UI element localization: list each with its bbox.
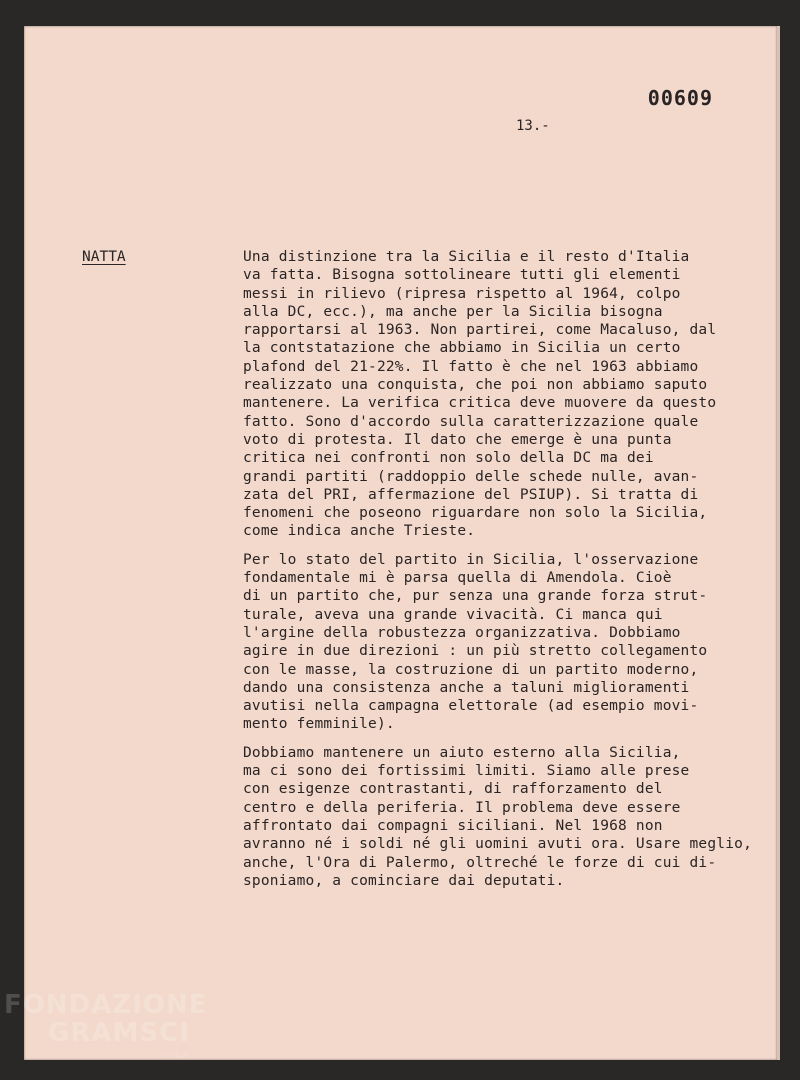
text-line: Dobbiamo mantenere un aiuto esterno alla Sicilia, [243, 744, 681, 761]
speaker-name: NATTA [82, 249, 126, 265]
paragraph [243, 744, 763, 890]
text-line: fatto. Sono d'accordo sulla caratterizzazione quale [243, 413, 699, 430]
text-line: mantenere. La verifica critica deve muovere da questo [243, 395, 717, 412]
text-line: affrontato dai compagni siciliani. Nel 1968 non [243, 817, 663, 834]
text-line: centro e della periferia. Il problema deve essere [243, 799, 681, 816]
page-number: 13.- [516, 118, 550, 134]
text-line: agire in due direzioni : un più stretto collegamento [243, 643, 708, 660]
document-body [243, 248, 763, 900]
text-line: anche, l'Ora di Palermo, oltreché le forze di cui di- [243, 854, 717, 871]
text-line: mento femminile). [243, 716, 395, 733]
watermark-line: GRAMSCI [48, 1018, 190, 1048]
watermark-line: FONDAZIONE [4, 990, 208, 1020]
text-line: plafond del 21-22%. Il fatto è che nel 1963 abbiamo [243, 358, 699, 375]
text-line: avranno né i soldi né gli uomini avuti ora. Usare meglio, [243, 836, 752, 853]
text-line: Per lo stato del partito in Sicilia, l'osservazione [243, 551, 699, 568]
text-line: come indica anche Trieste. [243, 523, 476, 540]
text-line: turale, aveva una grande vivacità. Ci manca qui [243, 606, 663, 623]
watermark-line: onlus [164, 1051, 189, 1061]
text-line: di un partito che, pur senza una grande forza strut- [243, 588, 708, 605]
text-line: ma ci sono dei fortissimi limiti. Siamo alle prese [243, 763, 690, 780]
text-line: fenomeni che poseono riguardare non solo la Sicilia, [243, 505, 708, 522]
text-line: va fatta. Bisogna sottolineare tutti gli elementi [243, 267, 681, 284]
text-line: dando una consistenza anche a taluni miglioramenti [243, 679, 690, 696]
text-line: Una distinzione tra la Sicilia e il resto d'Italia [243, 249, 690, 265]
text-line: con esigenze contrastanti, di rafforzamento del [243, 781, 663, 798]
text-line: rapportarsi al 1963. Non partirei, come Macaluso, dal [243, 322, 717, 339]
text-line: l'argine della robustezza organizzativa. Dobbiamo [243, 624, 681, 641]
text-line: realizzato una conquista, che poi non abbiamo saputo [243, 377, 708, 394]
text-line: voto di protesta. Il dato che emerge è una punta [243, 431, 672, 448]
text-line: critica nei confronti non solo della DC ma dei [243, 450, 654, 467]
text-line: fondamentale mi è parsa quella di Amendola. Cioè [243, 570, 672, 587]
text-line: zata del PRI, affermazione del PSIUP). Si tratta di [243, 486, 699, 503]
document-number: 00609 [647, 86, 713, 110]
text-line: messi in rilievo (ripresa rispetto al 1964, colpo [243, 285, 681, 302]
text-line: sponiamo, a cominciare dai deputati. [243, 872, 565, 889]
text-line: con le masse, la costruzione di un partito moderno, [243, 661, 699, 678]
text-line: grandi partiti (raddoppio delle schede nulle, avan- [243, 468, 699, 485]
text-line: alla DC, ecc.), ma anche per la Sicilia bisogna [243, 303, 663, 320]
document-page [24, 26, 777, 1060]
paragraph [243, 248, 763, 541]
watermark-logo [4, 990, 208, 1061]
text-line: avutisi nella campagna elettorale (ad esempio movi- [243, 698, 699, 715]
text-line: la contstatazione che abbiamo in Sicilia un certo [243, 340, 681, 357]
paragraph [243, 551, 763, 734]
